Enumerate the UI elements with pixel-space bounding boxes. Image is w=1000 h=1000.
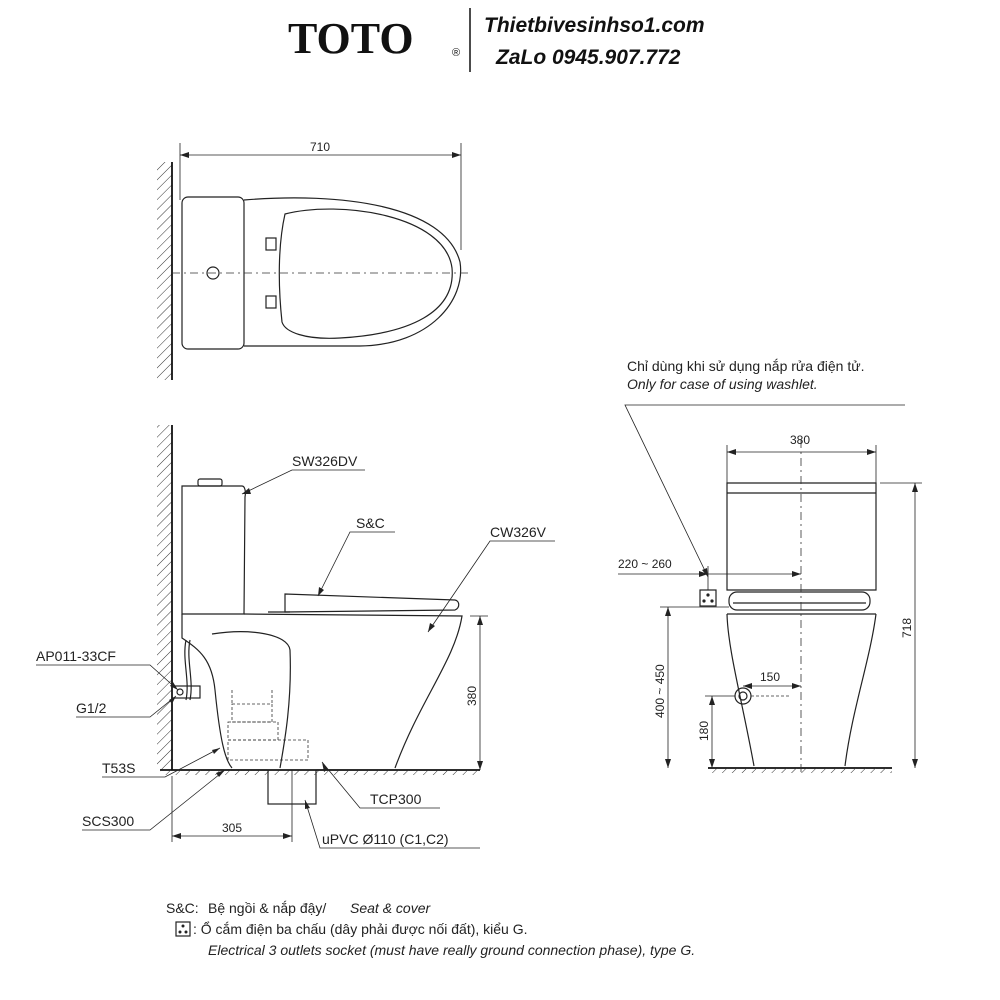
label-t53s: T53S	[102, 760, 136, 776]
dim-inlet-offset-150: 150	[760, 670, 781, 684]
dim-width-380-front: 380	[790, 433, 811, 447]
dim-total-height-718: 718	[900, 617, 914, 638]
legend-socket-icon	[176, 922, 190, 936]
label-pipe-upvc: uPVC Ø110 (C1,C2)	[322, 831, 449, 847]
legend-sc-vi: Bệ ngồi & nắp đậy/	[208, 900, 327, 916]
label-tank-sw326dv: SW326DV	[292, 453, 358, 469]
wall-hatch-side	[157, 425, 172, 770]
label-valve-ap011: AP011-33CF	[36, 648, 116, 664]
front-view	[618, 358, 922, 775]
note-washlet-vi: Chỉ dùng khi sử dụng nắp rửa điện tử.	[627, 358, 865, 374]
legend-sc-key: S&C:	[166, 900, 199, 916]
header	[288, 8, 705, 72]
legend-socket-en: Electrical 3 outlets socket (must have really ground connection phase), type G.	[208, 942, 696, 958]
label-tcp300: TCP300	[370, 791, 422, 807]
label-thread-g12: G1/2	[76, 700, 107, 716]
legend-socket-vi: : Ổ cắm điện ba chấu (dây phải được nối đất), kiểu G.	[193, 921, 528, 937]
dim-socket-range: 220 ~ 260	[618, 557, 672, 571]
legend-sc-en: Seat & cover	[350, 900, 431, 916]
registered-mark: ®	[452, 47, 461, 59]
legend	[166, 900, 695, 958]
dim-height-380-side: 380	[465, 685, 479, 706]
side-view	[36, 425, 555, 848]
dim-seat-height: 400 ~ 450	[653, 664, 667, 718]
website-text: Thietbivesinhso1.com	[484, 14, 705, 37]
top-view	[157, 140, 470, 380]
note-washlet-en: Only for case of using washlet.	[627, 376, 818, 392]
label-scs300: SCS300	[82, 813, 135, 829]
socket-icon	[700, 590, 716, 606]
label-bowl-cw326v: CW326V	[490, 524, 547, 540]
dim-width-710: 710	[310, 140, 331, 154]
brand-logo: TOTO	[288, 14, 414, 63]
label-seat-sc: S&C	[356, 515, 385, 531]
wall-hatch-top	[157, 162, 172, 380]
contact-text: ZaLo 0945.907.772	[496, 46, 681, 69]
dim-inlet-height-180: 180	[697, 720, 711, 741]
dim-offset-305: 305	[222, 821, 243, 835]
